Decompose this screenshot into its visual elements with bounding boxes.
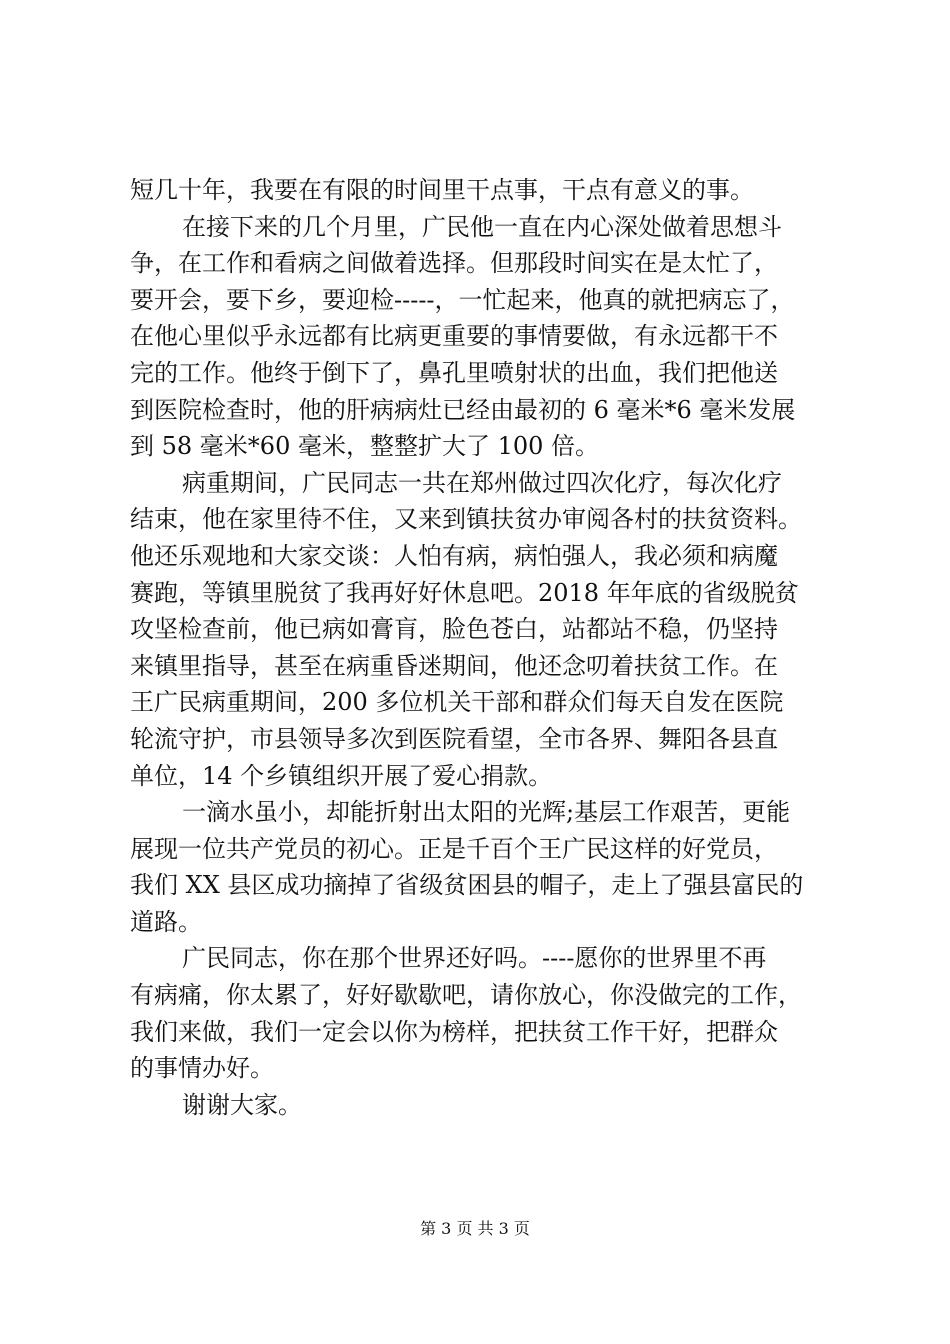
text-line: 结束，他在家里待不住，又来到镇扶贫办审阅各村的扶贫资料。 <box>130 505 802 534</box>
text-line: 谢谢大家。 <box>182 1090 302 1119</box>
text-line: 一滴水虽小，却能折射出太阳的光辉;基层工作艰苦，更能 <box>182 798 791 827</box>
text-line: 他还乐观地和大家交谈：人怕有病，病怕强人，我必须和病魔 <box>130 541 778 570</box>
text-line: 要开会，要下乡，要迎检-----，一忙起来，他真的就把病忘了， <box>130 285 795 314</box>
page-number-label: 第 3 页 共 3 页 <box>420 1219 530 1238</box>
text-line: 有病痛，你太累了，好好歇歇吧，请你放心，你没做完的工作， <box>130 981 802 1010</box>
text-line: 的事情办好。 <box>130 1054 274 1083</box>
text-line: 到 58 毫米*60 毫米，整整扩大了 100 倍。 <box>130 432 600 461</box>
text-line: 王广民病重期间，200 多位机关干部和群众们每天自发在医院 <box>130 688 784 717</box>
text-line: 赛跑，等镇里脱贫了我再好好休息吧。2018 年年底的省级脱贫 <box>130 578 799 607</box>
page-footer <box>0 1218 950 1240</box>
text-line: 单位，14 个乡镇组织开展了爱心捐款。 <box>130 761 553 790</box>
text-line: 广民同志，你在那个世界还好吗。----愿你的世界里不再 <box>182 944 767 973</box>
text-line: 短几十年，我要在有限的时间里干点事，干点有意义的事。 <box>130 176 754 204</box>
text-line: 展现一位共产党员的初心。正是千百个王广民这样的好党员， <box>130 834 778 863</box>
text-line: 争，在工作和看病之间做着选择。但那段时间实在是太忙了， <box>130 249 778 278</box>
text-line: 轮流守护，市县领导多次到医院看望，全市各界、舞阳各县直 <box>130 724 778 753</box>
document-body <box>130 172 832 1123</box>
text-line: 道路。 <box>130 907 202 936</box>
text-line: 来镇里指导，甚至在病重昏迷期间，他还念叨着扶贫工作。在 <box>130 651 778 680</box>
text-line: 我们来做，我们一定会以你为榜样，把扶贫工作干好，把群众 <box>130 1017 778 1046</box>
text-line: 完的工作。他终于倒下了，鼻孔里喷射状的出血，我们把他送 <box>130 358 778 387</box>
text-line: 在接下来的几个月里，广民他一直在内心深处做着思想斗 <box>182 212 782 241</box>
text-line: 病重期间，广民同志一共在郑州做过四次化疗，每次化疗 <box>182 468 782 497</box>
text-line: 到医院检查时，他的肝病病灶已经由最初的 6 毫米*6 毫米发展 <box>130 395 796 424</box>
text-line: 在他心里似乎永远都有比病更重要的事情要做，有永远都干不 <box>130 322 778 351</box>
text-line: 攻坚检查前，他已病如膏肓，脸色苍白，站都站不稳，仍坚持 <box>130 615 778 644</box>
text-line: 我们 XX 县区成功摘掉了省级贫困县的帽子，走上了强县富民的 <box>130 871 804 900</box>
